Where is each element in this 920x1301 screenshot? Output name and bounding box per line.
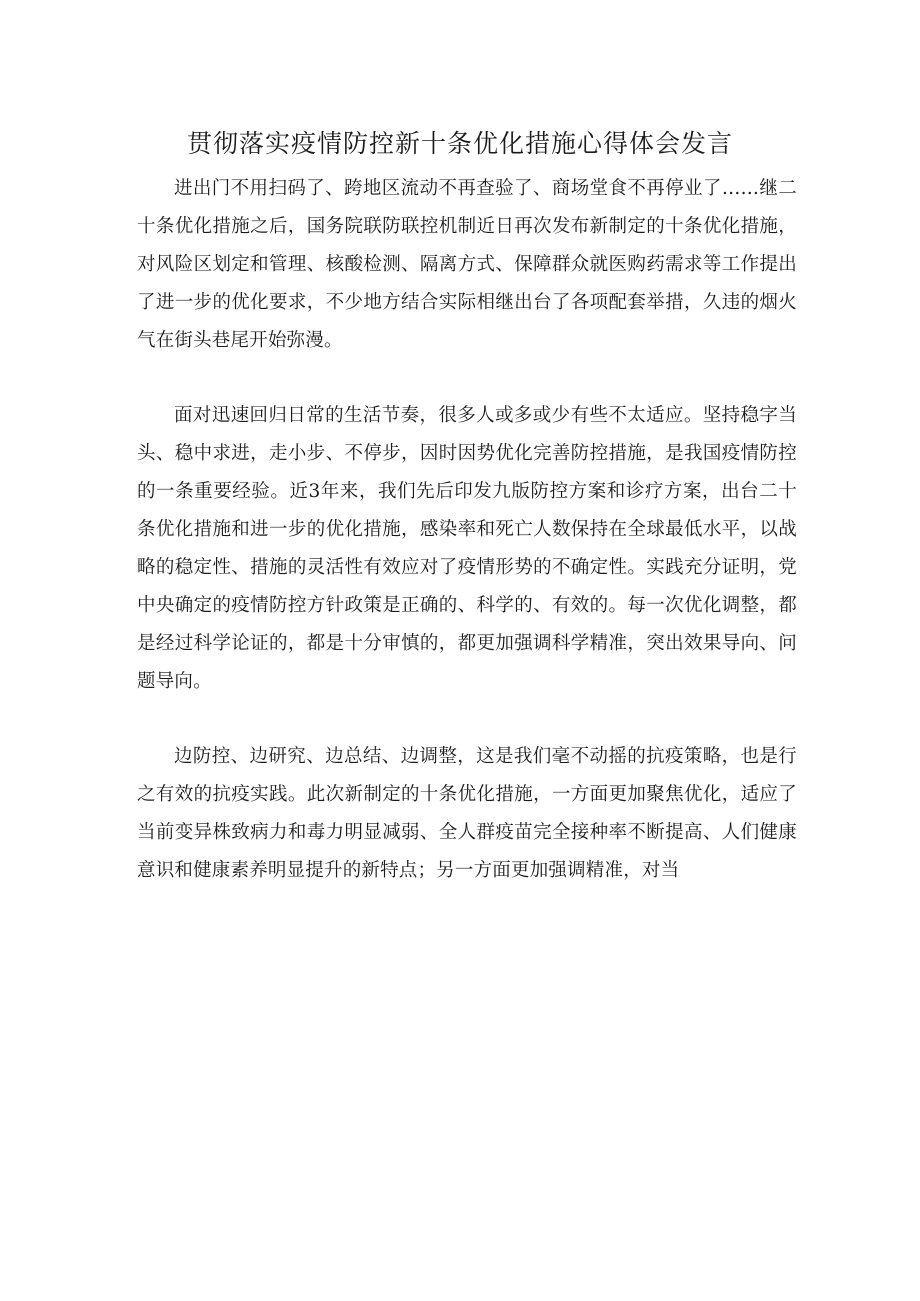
document-title: 贯彻落实疫情防控新十条优化措施心得体会发言 [186, 129, 733, 158]
paragraph-2: 面对迅速回归日常的生活节奏，很多人或多或少有些不太适应。坚持稳字当头、稳中求进，走小步、不停步，因时因势优化完善防控措施，是我国疫情防控的一条重要经验。近3年来，我们先后印发九版防控方案和诊疗方案，出台二十条优化措施和进一步的优化措施，感染率和死亡人数保持在全球最低水平，以战略的稳定性、措施的灵活性有效应对了疫情形势的不确定性。实践充分证明，党中央确定的疫情防控方针政策是正确的、科学的、有效的。每一次优化调整，都是经过科学论证的，都是十分审慎的，都更加强调科学精准，突出效果导向、问题导向。 [137, 405, 797, 692]
document-body [137, 170, 797, 890]
paragraph-1: 进出门不用扫码了、跨地区流动不再查验了、商场堂食不再停业了……继二十条优化措施之后，国务院联防联控机制近日再次发布新制定的十条优化措施，对风险区划定和管理、核酸检测、隔离方式、保障群众就医购药需求等工作提出了进一步的优化要求，不少地方结合实际相继出台了各项配套举措，久违的烟火气在街头巷尾开始弥漫。 [137, 178, 797, 351]
paragraph-3: 边防控、边研究、边总结、边调整，这是我们毫不动摇的抗疫策略，也是行之有效的抗疫实践。此次新制定的十条优化措施，一方面更加聚焦优化，适应了当前变异株致病力和毒力明显减弱、全人群疫苗完全接种率不断提高、人们健康意识和健康素养明显提升的新特点；另一方面更加强调精准，对当 [137, 746, 797, 881]
